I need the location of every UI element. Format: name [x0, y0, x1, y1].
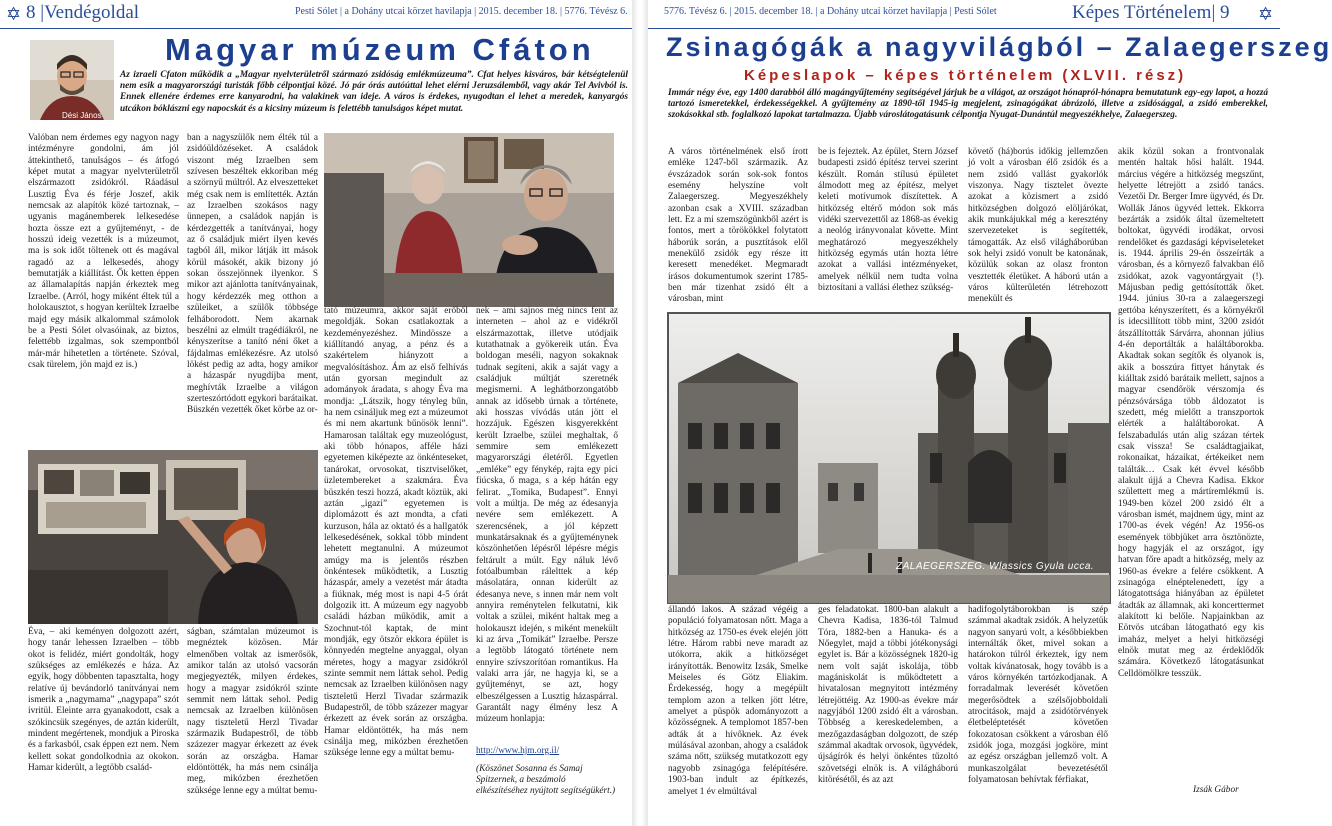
- page-number-section: 8 |Vendégoldal: [26, 2, 140, 23]
- article-title: Zsinagógák a nagyvilágból – Zalaegerszeg: [666, 32, 1332, 62]
- zalaegerszeg-postcard: [668, 313, 1110, 603]
- article-subtitle: Képeslapok – képes történelem (XLVII. rész): [744, 67, 1187, 84]
- header-rule: [0, 28, 632, 29]
- article-column-5: állandó lakos. A század végéig a populáció folyamatosan nőtt. Maga a hitközség az 1750-es évek elején jött létre. Három rabbi neve maradt az utókorra, akik a hitközséget irányították. Benowitz Izsák, Smelke Meiseles és Götz Eliakim. Érdekesség, hogy a megépült templom azon a telken jött létre, amelyet a püspök adományozott a közösségnek. A templomot 1857-ben adták át a hívőknek. Az évek múlásával azonban, ahogy a családok száma nőtt, szükség mutatkozott egy nagyobb zsinagóga felépítésére. 1903-ban indult az építkezés, amelyet 1 év elmúltával: [668, 605, 808, 797]
- left-page: [0, 0, 632, 826]
- article-column-5: Éva, – aki keményen dolgozott azért, hogy tanár lehessen Izraelben – több okot is felidéz, miért gondolták, hogy szükséges az emlékezés e háza. Az egyik, hogy döbbenten tapasztalta, hogy relatíve új bevándorló tanítványai nem ismerik a „nagymama” „nagypapa” szót ivritül. Eleinte arra gyanakodott, csak a szókincsük szegényes, de aztán kiderült, mindent megértenek, mondjuk a Piroska és a farkasból, csak éppen ezt nem. Nem kellett sokat gondolkodnia az okokon. Hamar kiderült, a legtöbb család-: [28, 627, 180, 774]
- museum-website-link[interactable]: http://www.hjm.org.il/: [476, 746, 560, 756]
- article-lead: Az izraeli Cfaton működik a „Magyar nyelvterületről származó zsidóság emlékmúzeuma”. Cfat helyes kisváros, bár kétségtelenül nem esik a magyarországi turisták főbb célpontjai közé. Jó pár órás autóúttal lehet elérni Jeruzsálemből, vagy akár Tel Avivból is. Ennek ellenére érdemes erre kanyarodni, ha valakinek van ideje. A város is érdekes, nyugodtan el lehet a meredek, kanyargós utcákon bóklászni egy napocskát és a kicsiny múzeum is felettébb tanulságos képet mutat.: [120, 70, 628, 114]
- article-column-3: tató múzeumra, akkor saját erőből megoldják. Sokan csatlakoztak a kezdeményezéshez. Mindössze a kiállítandó anyag, a pénz és a szakértelem hiányzott a megvalósításhoz. Ám az első felhívás után gyorsan megindult az adományok áradata, s ahogy Éva ma mondja: „Látszik, hogy tényleg bűn, ha nem csináljuk meg ezt a múzeumot és mi nem akartunk bűnösök lenni”. Hamarosan találtak egy muzeológust, aki több hónapos, afféle házi egyetemen kiképezte az önkénteseket, tanárokat, orvosokat, tisztviselőket, üzletembereket a szakmára. Éva büszkén teszi hozzá, akadt köztük, aki aztán „igazi” egyetemen is diplomázott és azt mondta, a cfati kurzuson, hála az oktató és a hallgatók lelkesedésének, sokkal több mindent lehetett megtanulni. A múzeumot amúgy ma is jelentős részben önkéntesek működtetik, a Lusztig házaspár, amely a vezetést már átadta a fiúknak, még most is napi 4-5 órát dolgozik itt. A múzeum egy nagyobb családi házban működik, amit a Szochnut-tól kaptak, de mint mondják, egy ötször ekkora épület is könnyedén megtelne anyaggal, olyan méretes, hogy a magyar zsidókról szinte semmit nem láttak sehol. Pedig nemcsak az Izraelben különösen nagy tiszteletű Herzl Tivadar származik Budapestről, de több százezer magyar érkezett az évek során az országba. Hamar eldöntötték, ha más nem csinálja meg, mikózben érezhetően szüksége lenne egy a múltat bemu-: [324, 306, 468, 759]
- article-column-6: ságban, számtalan múzeumot is megnéztek közösen. Már elmenőben voltak az ismerősök, amikor talán az utolsó vacsorán megjegyezték, milyen érdekes, hogy a magyar zsidókról szinte semmit nem láttak sehol. Pedig nemcsak az Izraelben különösen nagy tiszteletű Herzl Tivadar származik Budapestről, de több százezer magyar érkezett az évek során az országba. Hamar eldöntötték, ha más nem csinálja meg, mikózben érezhetően szüksége lenne egy a múltat bemu-: [187, 627, 318, 796]
- section-title: Képes Történelem| 9: [1072, 2, 1230, 23]
- postcard-caption: ZALAEGERSZEG. Wlassics Gyula ucca.: [896, 561, 1095, 572]
- article-title: Magyar múzeum Cfáton: [165, 32, 595, 67]
- museum-website[interactable]: [476, 746, 618, 758]
- header-rule: [648, 28, 1280, 29]
- star-of-david-icon: ✡: [1258, 4, 1274, 24]
- right-page: [648, 0, 1332, 826]
- exhibition-photo: [28, 450, 318, 624]
- star-of-david-icon: ✡: [6, 4, 22, 24]
- author-name: Dési János: [62, 111, 102, 120]
- page-gutter: [632, 0, 648, 826]
- article-column-1: A város történelmének első írott emléke 1247-ből származik. Az évszázadok során sok-sok fontos esemény helyszíne volt Zalaegerszeg. Megyeszékhely azonban csak a XVIII. században lett. Ez a mi szemszögünkből azért is fontos, mert a törökökkel folytatott háborúk során, a pusztítások elől menekülő zsidók egy része itt keresett menedéket. Megmaradt írásos dokumentumok szerint 1785-ben már tizenhat zsidó élt a városban, mint: [668, 147, 808, 305]
- article-column-4: nek – ami sajnos még nincs fent az interneten – ahol az e vidékről elszármazottak, illetve utódjaik kutathatnak a gyökereik után. Éva boldogan meséli, nagyon sokaknak tudnak segíteni, akik a saját vagy a családjuk múltját szeretnék megismerni. A leghátborzongatóbb annak az idősebb úrnak a története, aki hosszas vívódás után jött el hozzájuk. Egészen kisgyerekként került Izraelbe, szülei meghaltak, ő semmire sem emlékezett magyarországi életéről. Egyetlen „emléke” egy fénykép, rajta egy pici fiúcska, ő maga, s a kép hátán egy felirat. „Tomika, Budapest”. Ennyi volt a múltja. De még az édesanyja nevére sem emlékezett. A szerencsének, a jól képzett munkatársaknak és a gyűjteménynek köszönhetően lépésről lépésre mégis feltárult a múlt. Egy náluk lévő fotóalbumban rálelttek a kép másolatára, onnan kiderült az édesanya neve, s innen már nem volt annyira reménytelen felkutatni, kik voltak a szülei, miként haltak meg a holokauszt idején, s miként menekült ki az árva „Tomikát” Izraelbe. Persze a legtöbb látogató története nem ennyire szívszorítóan romantikus. Ha valaki arra jár, ne hagyja ki, se a gyűjteményt, se azt, hogy elbeszélgessen a Lusztig házaspárral. Garantált nagy élmény lesz A múzeum honlapja:: [476, 306, 618, 725]
- article-column-7: hadifogolytáborokban is szép számmal akadtak zsidók. A helyzetük nagyon sanyarú volt, a későbbiekben internálták őket, mivel sokan a határokon túlról érkeztek, így nem voltak kívánatosak, hogy tovább is a város környékén tartózkodjanak. A forradalmak leverését követően megerősödtek a szélsőjobboldali atrocitások, majd a zsidótörvények életbeléptetését követően fokozatosan csökkent a városban élő zsidók joga, mozgási jogköre, mint az egész országban jellemző volt. A munkaszolgálat bevezetésétől folyamatosan behívtak férfiakat,: [968, 605, 1108, 786]
- running-head: 5776. Tévész 6. | 2015. december 18. | a Dohány utcai körzet havilapja | Pesti Sólet: [664, 6, 997, 17]
- author-photo: [30, 40, 114, 120]
- article-column-6: ges feladatokat. 1800-ban alakult a Chevra Kadisa, 1836-tól Talmud Tóra, 1882-ben a Hanuka- és a Nőegylet, majd a többi jótékonysági egylet is. Bár a közösségnek 1820-ig nem volt saját iskolája, több magániskolát is működtetett a hivatalosan megnyitott intézmény létrejöttéig. Az 1900-as évekre már nagyjából 1200 zsidó élt a városban. Többség a kereskedelemben, a mezőgazdaságban dolgozott, de szép számmal akadtak orvosok, ügyvédek, újságírók és helyi önkéntes tűzoltó szövetségi elnök is. A világháború kitörésétől, és az azt: [818, 605, 958, 786]
- article-column-1: Valóban nem érdemes egy nagyon nagy intézményre gondolni, ám jól áttekinthető, tanulságos – és átfogó képet mutat a magyar nyelvterületről elszármazott zsidókról. Ráadásul Lusztig Éva és férje Joszef, akik nemcsak az alapítók közé tartoznak, – ugyanis magánemberek lelkesedése hozta össze ezt a gyűjteményt, - de hosszú ideig vezették is a múzeumot, ma is sok időt töltenek ott és magával ragadó az a lelkesedés, ahogy bemutatják a kiállítást. Ők ketten éppen az államalapítás napján érkeztek meg Izraelbe. (Arról, hogy miként éltek túl a holokausztot, s hogyan kerültek Izraelbe majd egy másik alkalommal számolok be a Pesti Sólet olvasóinak, az biztos, felettébb izgalmas, sok szempontból már-már hihetetlen a története. Szóval, csak türelem, jön majd ez is.): [28, 133, 179, 370]
- article-column-4: akik közül sokan a frontvonalak mentén haltak hősi halált. 1944. március végére a hitközség megszűnt, helyette létrejött a zsidó tanács. Vezetői Dr. Berger Imre ügyvéd, és Dr. Wollák János ügyvéd lettek. Ekkorra bezárták a zsidók által üzemeltetett boltokat, ügyvédi irodákat, orvosi rendelőket és gazdasági képviseleteket is. 1944. április 29-én összeírták a városban, és a környező falvakban élő zsidókat, azok vagyontárgyait (!). Májusban pedig gettósították őket. 1944. június 30-ra a zalaegerszegi gettóba kényszerített, és a környékről is idecsillított több mint, 3200 zsidót átszállították Sárvárra, ahonnan július 4-én deportálták a haláltáborokba. Akadtak sokan segítők és olyanok is, akik a bosszúra fittyet hánytak és kiálltak zsidó barátaik mellett, sajnos a magyar csendőrök vérszomja és pénzsóvársága több áldozatot is szedett, még mielőtt a transzportok elérték a haláltáborokat. A felszabadulás után alig százan tértek csak vissza! Se családtagjaikat, rokonaikat, házaikat, értékeiket nem találták… Csak két évvel később alakult újjá a Chevra Kadisa. Ekkor születtett meg a mártíremlékmű is. 1949-ben közel 200 zsidó élt a városban ismét, majdnem úgy, mint az 1700-as évek végén! Az 1956-os események többjüket arra ösztönözte, hogy hagyják el az országot, így hatvan főre apadt a hitközség, mely az 1960-as évekre a felére csökkent. A zsinagóga elnéptelenedett, így a látogatottsága hiányában az épületet átadták az államnak, aki koncerttermet alakított ki belőle. Napjainkban az Eötvös utcában látogatható egy kis imaház, melyet a helyi hitközségi elnök mutat meg az érdeklődők számára. Következő látogatásunkat Celldömölkre tesszük.: [1118, 147, 1264, 679]
- museum-founders-photo: [324, 133, 614, 307]
- article-column-3: követő (há)borús időkig jellemzően jó volt a városban élő zsidók és a nem zsidó vallást gyakorlók viszonya. Nagy tisztelet övezte azokat a közismert a zsidó hitközségben dolgozó elöljárókat, akik munkájukkal még a keresztény szervezeteket is segítették, támogatták. Az első világháborúban sok helyi zsidó vonult be katonának, közülük sokan az olasz fronton vesztették életüket. A háború után a város külterületén létrehozott menekült és: [968, 147, 1108, 305]
- acknowledgement-note: (Köszönet Sosanna és Samaj Spitzernek, a beszámoló elkészítéséhez nyújtott segítségükért.): [476, 764, 616, 797]
- article-lead: Immár négy éve, egy 1400 darabból álló magángyűjtemény segítségével járjuk be a világot, az országot hónapról-hónapra bemutatunk egy-egy lapot, a hozzá tartozó ismeretekkel, érdekességekkel. A gyűjtemény az 1890-től 1945-ig megjelent, zsinagógákat ábrázoló, illetve a zsidósággal, a zsidó emberekkel, szokásokkal stb. foglalkozó lapokat tartalmazza. Újabb városlátogatásunk célpontja Nyugat-Dunántúl megyeszékhelye, Zalaegerszeg.: [668, 88, 1268, 121]
- running-head: Pesti Sólet | a Dohány utcai körzet havilapja | 2015. december 18. | 5776. Tévész 6.: [295, 6, 628, 17]
- article-column-2: ban a nagyszülők nem élték túl a zsidóüldözéseket. A családok viszont még Izraelben sem szívesen beszéltek ekkoriban még a szörnyű múltról. Az elveszetteket még csak nem is említették. Aztán az Izraelben szokásos nagy ünnepen, a családok napján is kérdezgették a tanítványai, hogy az ő családjuk miért ilyen kevés tagból áll, mikor látják itt mások körül másokét, akik bizony jó sokan összejönnek ilyenkor. S mikor azt ajánlotta tanítványainak, hogy kérdezzék meg otthon a szüleiket, a szülők többsége felháborodott. Nem akarnak beszélni az elmúlt tragédiákról, ne kényszerítse a tanító néni őket a fájdalmas emlékezésre. Az utolsó lökést pedig az adta, hogy amikor a házaspár nyugdíjba ment, meghívták Izraelbe a világon szerteszórtódott egykori barátaikat. Büszkén vezették őket körbe az or-: [187, 133, 318, 416]
- author-signature: Izsák Gábor: [1193, 785, 1239, 795]
- article-column-2: be is fejeztek. Az épület, Stern József budapesti zsidó építész tervei szerint készült. Román stílusú épületet álmodott meg az építész, melyet keleti motívumok díszítettek. A hitközség eltérő módon sok más vidéki szervezettől az 1868-as évekig a neológ irányvonalat követte. Mint meghatározó megyeszékhely hitközség egymás után hozta létre azokat a vallási intézményeket, amelyek nélkül nem tudta volna biztosítani a vallási élethez szükség-: [818, 147, 958, 294]
